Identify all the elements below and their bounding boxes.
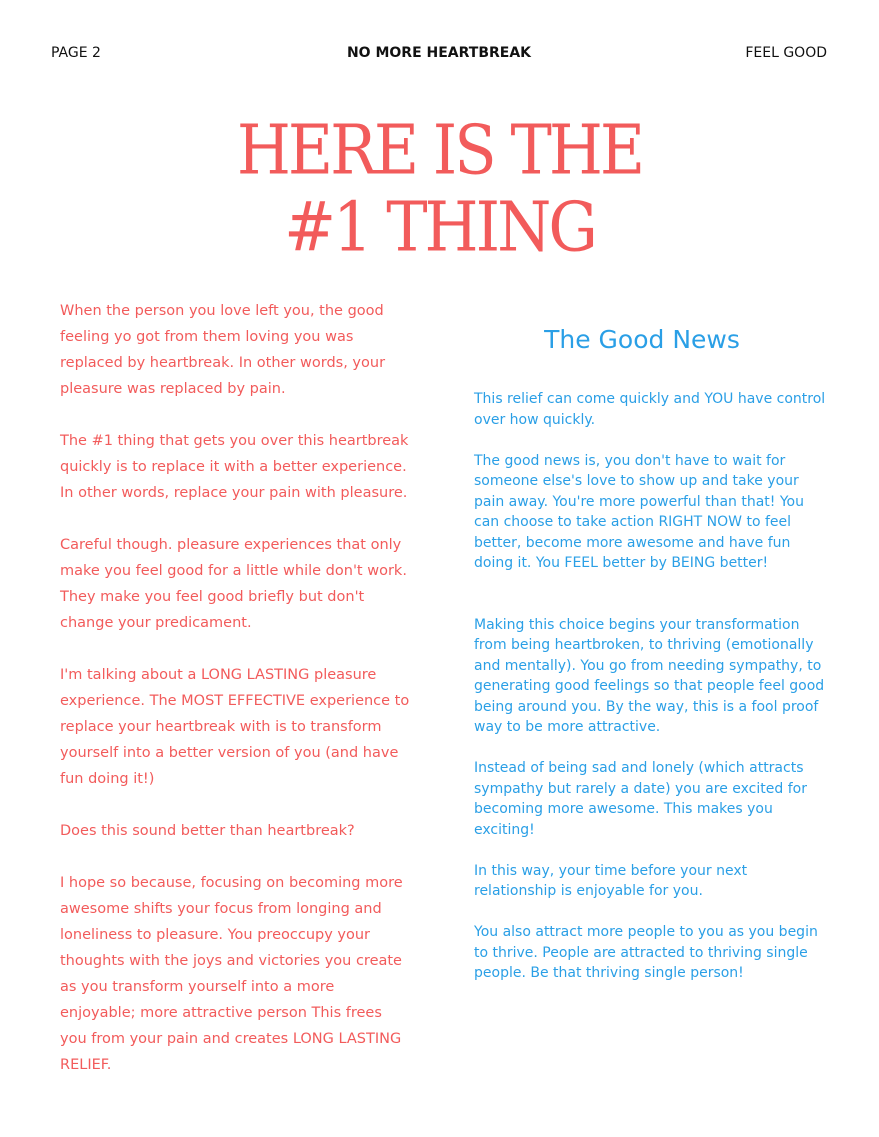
right-paragraph: Making this choice begins your transformation from being heartbroken, to thriving (emotionally and mentally). You go from needing sympathy, to generating good feelings so that people feel good being around you. By the way, this is a fool proof way to be more attractive. [474, 616, 825, 735]
page-header [51, 45, 827, 65]
page-title-line-1: HERE IS THE [236, 109, 643, 191]
left-paragraph: When the person you love left you, the good feeling yo got from them loving you was replaced by heartbreak. In other words, your pleasure was replaced by pain. [60, 303, 386, 397]
page-title [0, 109, 879, 268]
book-title: NO MORE HEARTBREAK [346, 45, 532, 61]
right-column [474, 389, 826, 1004]
left-paragraph: Does this sound better than heartbreak? [60, 823, 355, 839]
page-title-line-2: #1 THING [284, 186, 595, 268]
right-paragraph: This relief can come quickly and YOU have control over how quickly. [474, 391, 826, 428]
page-number: PAGE 2 [51, 45, 101, 61]
right-paragraph: Instead of being sad and lonely (which attracts sympathy but rarely a date) you are excited for becoming more awesome. This makes you exciting! [474, 760, 807, 838]
left-paragraph: The #1 thing that gets you over this heartbreak quickly is to replace it with a better experience. In other words, replace your pain with pleasure. [60, 433, 409, 501]
right-paragraph: The good news is, you don't have to wait for someone else's love to show up and take your pain away. You're more powerful than that! You can choose to take action RIGHT NOW to feel better, become more awesome and have fun doing it. You FEEL better by BEING better! [474, 452, 804, 571]
good-news-heading: The Good News [544, 325, 740, 354]
left-paragraph: Careful though. pleasure experiences that only make you feel good for a little while don't work. They make you feel good briefly but don't change your predicament. [60, 537, 407, 631]
section-label: FEEL GOOD [745, 45, 827, 61]
right-paragraph: In this way, your time before your next relationship is enjoyable for you. [474, 862, 748, 899]
left-paragraph: I hope so because, focusing on becoming more awesome shifts your focus from longing and loneliness to pleasure. You preoccupy your thoughts with the joys and victories you create as you transform yourself into a more enjoyable; more attractive person This frees you from your pain and creates LONG LASTING RELIEF. [60, 875, 403, 1073]
right-paragraph: You also attract more people to you as you begin to thrive. People are attracted to thriving single people. Be that thriving single person! [474, 924, 818, 981]
left-paragraph: I'm talking about a LONG LASTING pleasure experience. The MOST EFFECTIVE experience to replace your heartbreak with is to transform yourself into a better version of you (and have fun doing it!) [60, 667, 410, 787]
left-column [60, 298, 412, 1104]
